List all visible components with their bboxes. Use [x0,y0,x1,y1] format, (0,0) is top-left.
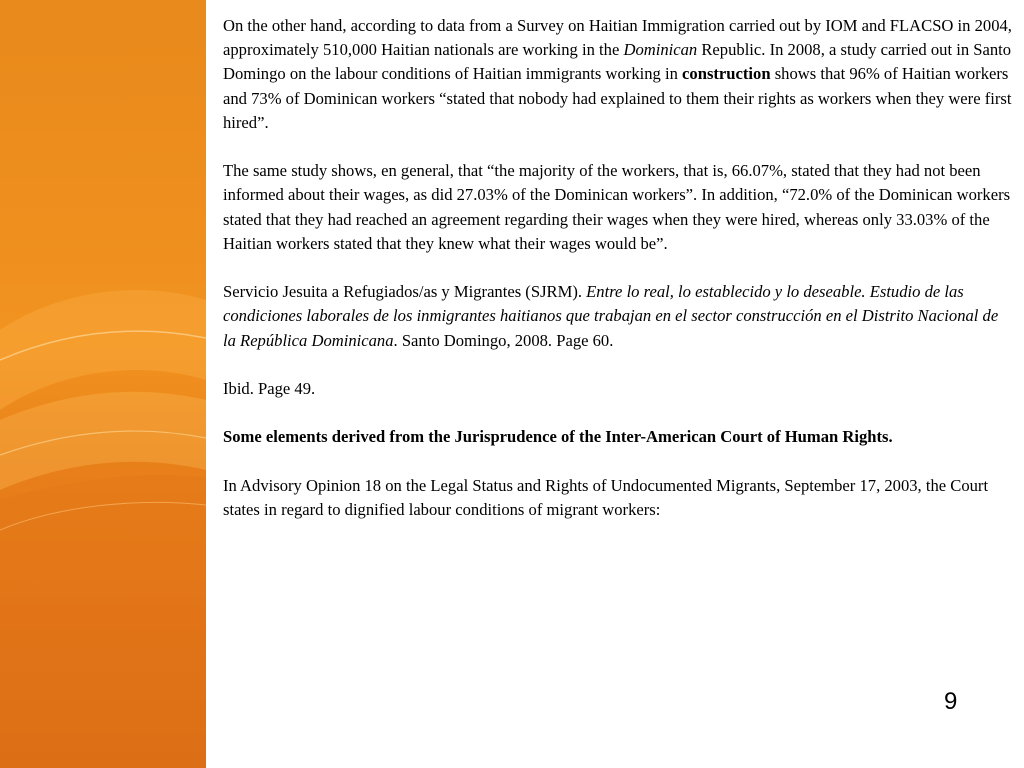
decorative-side-panel [0,0,206,768]
paragraph-citation-sjrm [223,280,1015,353]
text-run: shows that 96% of Haitian workers and 73% of Dominican workers “stated that nobody had explained to them their rights as workers when they were first hired”. [223,64,1012,132]
italic-run: Dominican [623,40,698,60]
slide-body [223,14,1015,546]
section-heading [223,425,1015,449]
paragraph-survey [223,14,1015,135]
bold-run: construction [682,64,771,84]
swoosh-graphic [0,0,206,768]
italic-run: Entre lo real, lo establecido y lo deseable. Estudio de las condiciones laborales de los inmigrantes haitianos que trabajan en el sector construcción en el Distrito Nacional de la República Dominicana [223,282,999,350]
text-run: Servicio Jesuita a Refugiados/as y Migrantes (SJRM). [223,282,587,302]
paragraph-advisory-opinion: In Advisory Opinion 18 on the Legal Status and Rights of Undocumented Migrants, September 17, 2003, the Court states in regard to dignified labour conditions of migrant workers: [223,475,989,519]
paragraph-ibid: Ibid. Page 49. [223,379,316,398]
page-number: 9 [944,688,958,715]
paragraph-wages: The same study shows, en general, that “the majority of the workers, that is, 66.07%, stated that they had not been informed about their wages, as did 27.03% of the Dominican workers”. In addition, “72.0% of the Dominican workers stated that they had reached an agreement regarding their wages when they were hired, whereas only 33.03% of the Haitian workers stated that they knew what their wages would be”. [223,161,1011,253]
text-run: Republic. In 2008, a study carried out in Santo Domingo on the labour conditions of Haitian immigrants working in [223,40,1012,84]
swoosh-band-mid [0,392,206,490]
text-run: On the other hand, according to data from a Survey on Haitian Immigration carried out by IOM and FLACSO in 2004, approximately 510,000 Haitian nationals are working in the [223,16,1012,60]
heading-text: Some elements derived from the Jurisprudence of the Inter-American Court of Human Rights. [223,427,893,447]
swoosh-band-light [0,290,206,410]
text-run: . Santo Domingo, 2008. Page 60. [393,330,614,350]
swoosh-band-dark [0,475,206,590]
